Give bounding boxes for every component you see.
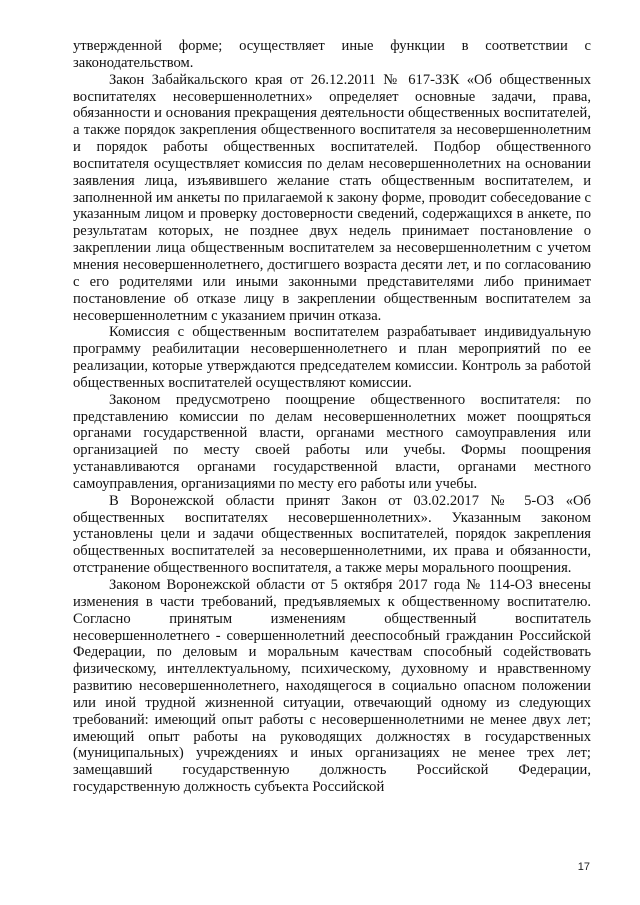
paragraph-continuation: утвержденной форме; осуществляет иные функции в соответствии с законодательством. [73,38,591,71]
paragraph-encouragement: Законом предусмотрено поощрение общественного воспитателя: по представлению комиссии по делам несовершеннолетних может поощряться органами государственной власти, органами местного самоуправления или организацией по месту своей работы или учебы. Формы поощрения устанавливаются органами государственной власти, органами местного самоуправления, организациями по месту его работы или учебы. [73,391,591,492]
page-number: 17 [577,861,590,873]
paragraph-voronezh-law: В Воронежской области принят Закон от 03.02.2017 № 5-ОЗ «Об общественных воспитателях несовершеннолетних». Указанным законом установлены цели и задачи общественных воспитателей, порядок закрепления общественных воспитателей за несовершеннолетними, их права и обязанности, отстранение общественного воспитателя, а также меры морального поощрения. [73,492,591,577]
paragraph-zabaikalsky-law: Закон Забайкальского края от 26.12.2011 № 617-ЗЗК «Об общественных воспитателях несовершеннолетних» определяет основные задачи, права, обязанности и основания прекращения деятельности общественных воспитателей, а также порядок закрепления общественного воспитателя за несовершеннолетним и порядок работы общественных воспитателей. Подбор общественного воспитателя осуществляет комиссия по делам несовершеннолетних на основании заявления лица, изъявившего желание стать общественным воспитателем, и заполненной им анкеты по прилагаемой к закону форме, проводит собеседование с указанным лицом и проверку достоверности сведений, содержащихся в анкете, по результатам которых, не позднее двух недель принимает постановление о закреплении лица общественным воспитателем за несовершеннолетним с учетом мнения несовершеннолетнего, достигшего возраста десяти лет, и по согласованию с его родителями или иными законными представителями либо принимает постановление об отказе лицу в закреплении общественным воспитателем за несовершеннолетним с указанием причин отказа. [73,71,591,324]
paragraph-voronezh-amendment: Законом Воронежской области от 5 октября 2017 года № 114-ОЗ внесены изменения в части требований, предъявляемых к общественному воспитателю. Согласно принятым изменениям общественный воспитатель несовершеннолетнего - совершеннолетний дееспособный гражданин Российской Федерации, по деловым и моральным качествам способный содействовать физическому, интеллектуальному, психическому, духовному и нравственному развитию несовершеннолетнего, находящегося в социально опасном положении или иной трудной жизненной ситуации, отвечающий одному из следующих требований: имеющий опыт работы с несовершеннолетними не менее двух лет; имеющий опыт работы на руководящих должностях в государственных (муниципальных) учреждениях и иных организациях не менее трех лет; замещавший государственную должность Российской Федерации, государственную должность субъекта Российской [73,577,591,796]
document-body [73,38,591,796]
paragraph-commission-program: Комиссия с общественным воспитателем разрабатывает индивидуальную программу реабилитации несовершеннолетнего и план мероприятий по ее реализации, которые утверждаются председателем комиссии. Контроль за работой общественных воспитателей осуществляют комиссии. [73,324,591,391]
